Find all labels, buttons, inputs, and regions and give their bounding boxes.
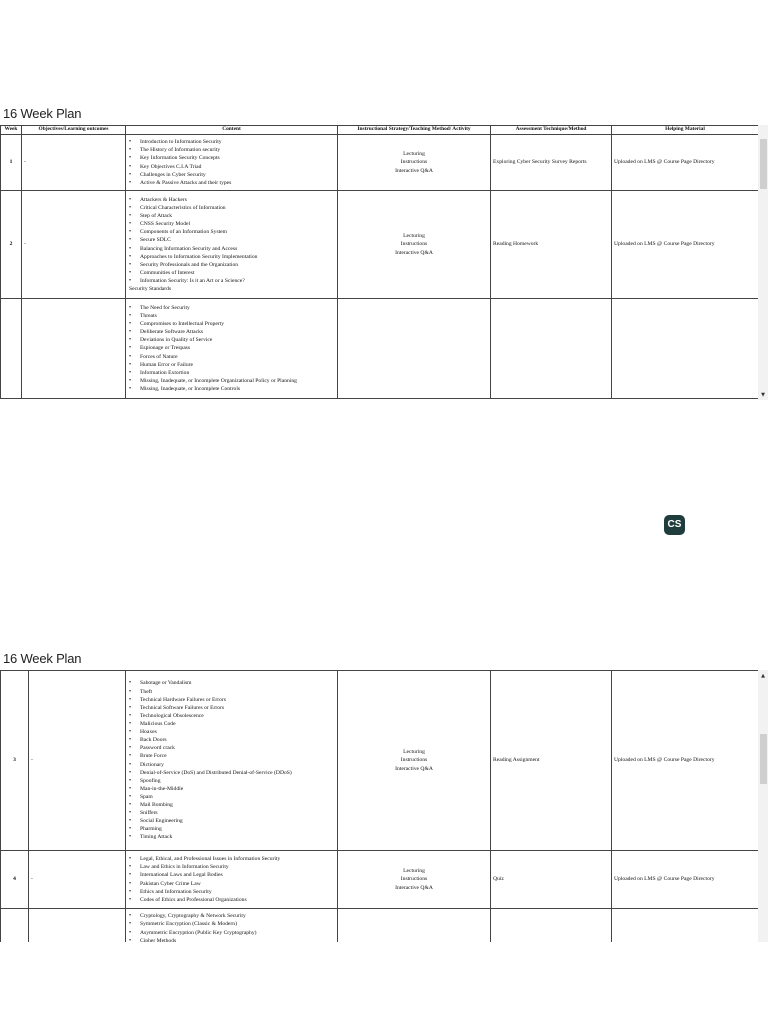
material-cell: Uploaded on LMS @ Course Page Directory [612,135,759,191]
content-item: • Components of an Information System [128,228,335,236]
content-item: • The History of Information security [128,146,335,154]
objectives-cell-empty [29,909,126,943]
plan-table-panel-2[interactable] [0,670,768,942]
content-item: • Attackers & Hackers [128,196,335,204]
table-row-week-2 [1,191,759,299]
content-list [128,912,335,942]
objectives-cell: - [29,671,126,851]
strategy-line: Instructions [400,241,428,248]
content-list [128,138,335,187]
content-note: Security Standards [129,286,172,293]
objectives-cell: - [22,135,126,191]
content-item: • Spam [128,793,335,801]
material-cell-empty [612,299,759,399]
material-cell: Uploaded on LMS @ Course Page Directory [612,191,759,299]
table-header-row [1,126,759,135]
table-row-week-2-continued [1,299,759,399]
content-cell [126,671,338,851]
content-item: • Asymmetric Encryption (Public Key Cryptography) [128,929,335,937]
content-item: • Approaches to Information Security Implementation [128,253,335,261]
content-item: • Spoofing [128,777,335,785]
content-item: • Threats [128,312,335,320]
scrollbar-1[interactable] [758,125,768,400]
content-item: • Theft [128,688,335,696]
objectives-cell-empty [22,299,126,399]
content-item: • Back Doors [128,736,335,744]
content-item: • Secure SDLC [128,236,335,244]
content-list [128,196,335,285]
content-item: • Password crack [128,744,335,752]
strategy-line: Instructions [400,757,428,764]
content-item: • Missing, Inadequate, or Incomplete Controls [128,385,335,393]
plan-table-2 [0,670,759,942]
content-item: • Missing, Inadequate, or Incomplete Organizational Policy or Planning [128,377,335,385]
content-item: • Malicious Code [128,720,335,728]
scrollbar-thumb-1[interactable] [760,139,767,189]
content-item: • Communities of Interest [128,269,335,277]
content-item: • Pharming [128,825,335,833]
strategy-line: Lecturing [403,151,425,158]
content-item: • Critical Characteristics of Information [128,204,335,212]
content-item: • Technical Software Failures or Errors [128,704,335,712]
scrollbar-2[interactable] [758,670,768,942]
content-item: • Information Security: Is it an Art or a Science? [128,277,335,285]
material-cell-empty [612,909,759,943]
material-cell: Uploaded on LMS @ Course Page Directory [612,851,759,909]
header-assessment: Assessment Technique/Method [491,126,612,135]
plan-table-1 [0,125,759,399]
header-strategy: Instructional Strategy/Teaching Method/ Activity [338,126,491,135]
assessment-cell: Exploring Cyber Security Survey Reports [491,135,612,191]
objectives-cell: - [22,191,126,299]
content-item: • Law and Ethics in Information Security [128,863,335,871]
strategy-line: Instructions [400,159,428,166]
scroll-up-arrow-icon[interactable]: ▲ [761,673,765,679]
content-item: • Technological Obsolescence [128,712,335,720]
week-number: 3 [1,671,29,851]
content-list [128,304,335,393]
assessment-cell: Reading Homework [491,191,612,299]
content-item: • Forces of Nature [128,353,335,361]
strategy-cell [338,851,491,909]
content-item: • Man-in-the-Middle [128,785,335,793]
content-item: • Balancing Information Security and Access [128,245,335,253]
content-item: • Espionage or Trespass [128,344,335,352]
section-title-1: 16 Week Plan [3,106,82,121]
section-title-2: 16 Week Plan [3,651,82,666]
content-cell [126,909,338,943]
content-list [128,855,335,904]
content-item: • Sabotage or Vandalism [128,679,335,687]
header-objectives: Objectives/Learning outcomes [22,126,126,135]
content-item: • Social Engineering [128,817,335,825]
content-item: • Step of Attack [128,212,335,220]
strategy-cell-empty [338,299,491,399]
content-item: • Ethics and Information Security [128,888,335,896]
scroll-down-arrow-icon[interactable]: ▼ [761,392,765,398]
table-row-week-5 [1,909,759,943]
content-cell [126,851,338,909]
content-item: • Mail Bombing [128,801,335,809]
content-item: • Human Error or Failure [128,361,335,369]
content-list [128,679,335,841]
content-cell [126,299,338,399]
content-item: • Sniffers [128,809,335,817]
strategy-line: Interactive Q&A [395,249,433,256]
content-item: • Dictionary [128,761,335,769]
content-item: • Key Information Security Concepts [128,154,335,162]
content-item: • Symmetric Encryption (Classic & Modern) [128,920,335,928]
content-item: • Codes of Ethics and Professional Organizations [128,896,335,904]
strategy-line: Interactive Q&A [395,167,433,174]
content-item: • Information Extortion [128,369,335,377]
content-item: • Key Objectives C.I.A Triad [128,163,335,171]
content-item: • International Laws and Legal Bodies [128,871,335,879]
strategy-line: Lecturing [403,749,425,756]
strategy-cell [338,135,491,191]
strategy-cell [338,191,491,299]
assessment-cell-empty [491,909,612,943]
header-material: Helping Material [612,126,759,135]
material-cell: Uploaded on LMS @ Course Page Directory [612,671,759,851]
content-item: • The Need for Security [128,304,335,312]
content-item: • Deviations in Quality of Service [128,336,335,344]
scrollbar-thumb-2[interactable] [760,734,767,784]
week-number: 4 [1,851,29,909]
assessment-cell-empty [491,299,612,399]
camscanner-logo-icon: CS [664,515,685,535]
week-number-empty [1,299,22,399]
table-row-week-4 [1,851,759,909]
content-item: • Introduction to Information Security [128,138,335,146]
strategy-line: Lecturing [403,233,425,240]
table-row-week-1 [1,135,759,191]
content-item: • Legal, Ethical, and Professional Issues in Information Security [128,855,335,863]
header-week: Week [1,126,22,135]
table-row-week-3 [1,671,759,851]
week-number: 2 [1,191,22,299]
content-item: • Technical Hardware Failures or Errors [128,696,335,704]
header-content: Content [126,126,338,135]
content-item: • Deliberate Software Attacks [128,328,335,336]
content-item: • CNSS Security Model [128,220,335,228]
content-item: • Security Professionals and the Organization [128,261,335,269]
content-item: • Timing Attack [128,833,335,841]
strategy-line: Interactive Q&A [395,884,433,891]
content-item: • Cryptology, Cryptography & Network Security [128,912,335,920]
assessment-cell: Reading Assignment [491,671,612,851]
content-item: • Hoaxes [128,728,335,736]
content-item: • Compromises to Intellectual Property [128,320,335,328]
week-number-empty [1,909,29,943]
content-item: • Denial-of-Service (DoS) and Distributed Denial-of-Service (DDoS) [128,769,335,777]
plan-table-panel-1[interactable] [0,125,768,400]
week-number: 1 [1,135,22,191]
strategy-cell [338,671,491,851]
content-cell [126,135,338,191]
content-item: • Pakistan Cyber Crime Law [128,880,335,888]
content-item: • Challenges in Cyber Security [128,171,335,179]
strategy-cell-empty [338,909,491,943]
assessment-cell: Quiz [491,851,612,909]
content-item: • Cipher Methods [128,937,335,942]
strategy-line: Instructions [400,876,428,883]
objectives-cell: - [29,851,126,909]
strategy-line: Lecturing [403,868,425,875]
content-cell [126,191,338,299]
content-item: • Active & Passive Attacks and their types [128,179,335,187]
strategy-line: Interactive Q&A [395,765,433,772]
content-item: • Brute Force [128,752,335,760]
